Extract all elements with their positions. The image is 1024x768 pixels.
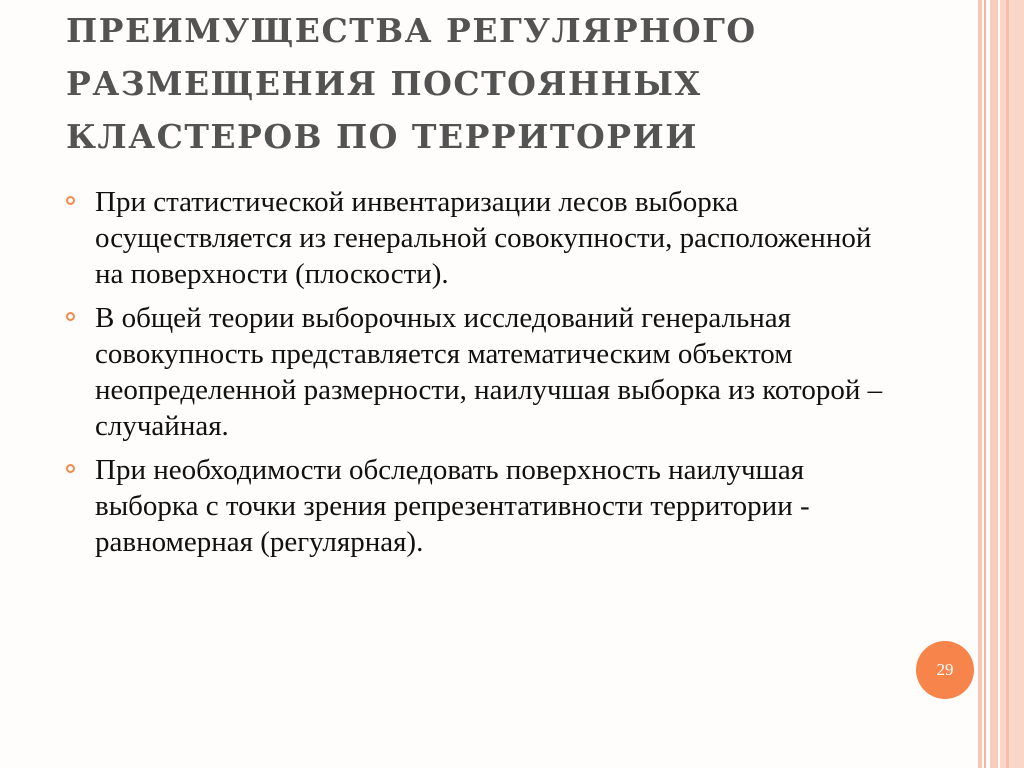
slide-title-line: РАЗМЕЩЕНИЯ ПОСТОЯННЫХ [66, 64, 702, 103]
bullet-text: При статистической инвентаризации лесов выборка осуществляется из генеральной совокупности, расположенной на поверхности (плоскости). [95, 186, 872, 290]
slide-title-line: ПРЕИМУЩЕСТВА РЕГУЛЯРНОГО [66, 11, 757, 50]
bullet-text: При необходимости обследовать поверхность наилучшая выборка с точки зрения репрезентативности территории - равномерная (регулярная). [95, 454, 810, 558]
bullet-text: В общей теории выборочных исследований генеральная совокупность представляется математическим объектом неопределенной размерности, наилучшая выборка из которой – случайная. [95, 302, 883, 442]
page-number-badge: 29 [916, 641, 974, 699]
bullet-list [66, 184, 886, 568]
slide-title-line: КЛАСТЕРОВ ПО ТЕРРИТОРИИ [66, 117, 698, 156]
ring-bullet-icon [66, 464, 75, 473]
bullet-item [66, 184, 886, 292]
decorative-stripe [978, 0, 982, 768]
ring-bullet-icon [66, 196, 75, 205]
decorative-stripe [1000, 0, 1024, 768]
decorative-stripe [1006, 0, 1009, 768]
slide-title [66, 4, 946, 163]
decorative-stripe [984, 0, 986, 768]
decorative-stripe [990, 0, 998, 768]
bullet-item [66, 300, 886, 444]
bullet-item [66, 452, 886, 560]
ring-bullet-icon [66, 312, 75, 321]
